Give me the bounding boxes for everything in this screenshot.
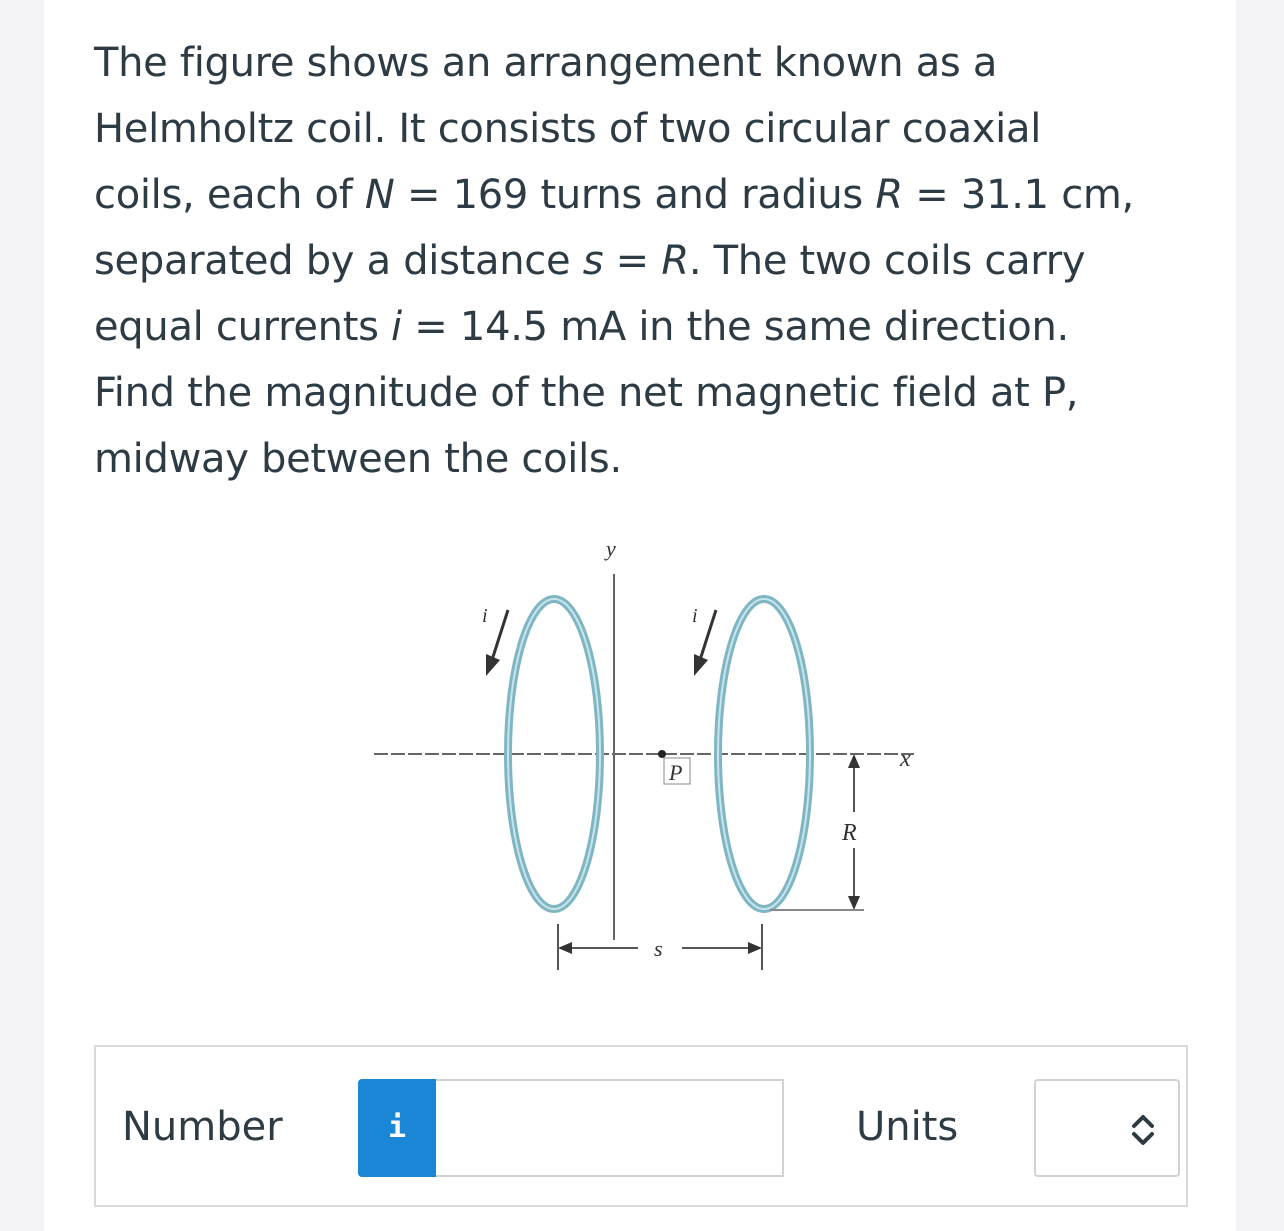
problem-line-1: The figure shows an arrangement known as a [94,40,998,86]
separation-label: s [654,936,663,961]
number-label: Number [122,1104,283,1150]
info-icon[interactable]: i [358,1079,436,1177]
current-arrow-left [486,610,508,676]
p-label: P [669,760,683,785]
problem-statement [94,30,1174,492]
problem-line-4: separated by a distance s = R. The two coils carry [94,238,1086,284]
radius-label: R [842,820,857,846]
helmholtz-coil-figure [366,530,926,990]
var-R: R [661,238,689,284]
var-N: N [364,172,395,218]
units-select[interactable] [1034,1079,1180,1177]
point-p [658,750,666,758]
number-input[interactable] [436,1079,784,1177]
problem-line-7: midway between the coils. [94,436,622,482]
problem-line-2: Helmholtz coil. It consists of two circular coaxial [94,106,1042,152]
var-s: s [582,238,604,284]
units-label: Units [856,1104,959,1150]
question-card [44,0,1236,1231]
var-i: i [391,304,402,350]
x-axis-label: x [900,746,911,772]
current-label-right: i [692,605,698,627]
problem-line-6: Find the magnitude of the net magnetic field at P, [94,370,1079,416]
y-axis-label: y [606,536,616,561]
problem-line-5: equal currents i = 14.5 mA in the same direction. [94,304,1069,350]
current-label-left: i [482,605,488,627]
problem-line-3: coils, each of N = 169 turns and radius R = 31.1 cm, [94,172,1134,218]
up-down-chevron-icon [1130,1113,1156,1147]
var-R: R [875,172,903,218]
answer-box [94,1045,1188,1207]
